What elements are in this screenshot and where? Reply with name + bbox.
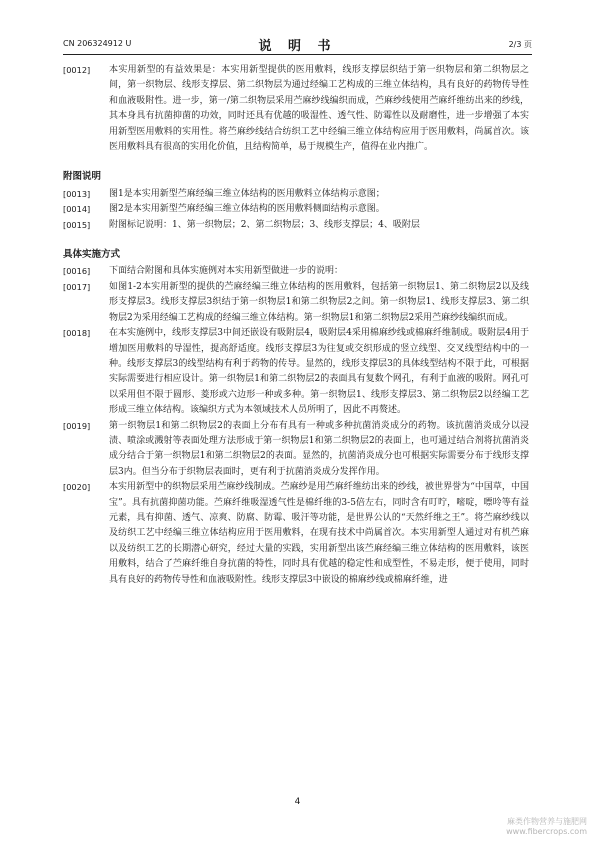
document-body bbox=[63, 63, 529, 588]
page-fraction: 2/3 页 bbox=[508, 40, 532, 49]
paragraph-number: [0013] bbox=[63, 188, 91, 199]
paragraph-text: 图2是本实用新型苎麻经编三维立体结构的医用敷料侧面结构示意图。 bbox=[109, 204, 385, 215]
paragraph-text: 在本实施例中，线形支撑层3中间还嵌设有吸附层4，吸附层4采用棉麻纱线或棉麻纤维制成。吸附层4用于增加医用敷料的导湿性，提高舒适度。线形支撑层3为往复或交织形成的竖立线型、交叉线型结构中的一种。线形支撑层3的线型结构有利于药物的传导。显然的，线形支撑层3的具体线型结构不限于此，可根据实际需要进行相应设计。第一织物层1和第二织物层2的表面具有复数个网孔，有利于血液的吸附。网孔可以采用但不限于圆形、菱形或六边形一种或多种。第一织物层1、线形支撑层3、第二织物层2以经编工艺形成三维立体结构。该编织方式为本领域技术人员所明了，因此不再赘述。 bbox=[109, 328, 529, 416]
paragraph-text: 本实用新型中的织物层采用苎麻纱线制成。苎麻纱是用苎麻纤维纺出来的纱线，被世界誉为“中国草，中国宝”。具有抗菌抑菌功能。苎麻纤维吸湿透气性是棉纤维的3-5倍左右，同时含有叮咛，嘧啶，嘌呤等有益元素，具有抑菌、透气、凉爽、防腐、防霉、吸汗等功能，是世界公认的“天然纤维之王”。将苎麻纱线以及纺织工艺中经编三维立体结构应用于医用敷料，在现有技术中尚属首次。本实用新型人通过对有机苎麻以及纺织工艺的长期潜心研究，经过大量的实践，实用新型出该苎麻经编三维立体结构的医用敷料，该医用敷料，结合了苎麻纤维自身抗菌的特性，同时具有优越的稳定性和成型性，不易走形，便于使用，同时具有良好的药物传导性和血液吸附性。线形支撑层3中嵌设的棉麻纱线或棉麻纤维，进 bbox=[109, 482, 529, 585]
section-heading-embodiments: 具体实施方式 bbox=[63, 249, 121, 261]
document-title: 说 明 书 bbox=[258, 39, 337, 54]
paragraph-number: [0019] bbox=[63, 420, 91, 431]
paragraph-number: [0016] bbox=[63, 266, 91, 277]
paragraph-text: 第一织物层1和第二织物层2的表面上分布有具有一种或多种抗菌消炎成分的药物。该抗菌消炎成分以浸渍、喷涂或溅射等表面处理方法形成于第一织物层1和第二织物层2的表面上，也可通过结合剂将抗菌消炎成分结合于第一织物层1和第二织物层2的表面。显然的，抗菌消炎成分也可根据实际需要分布于线形支撑层3内。但当分布于织物层表面时，更有利于抗菌消炎成分发挥作用。 bbox=[109, 420, 529, 477]
paragraph-0015 bbox=[63, 218, 529, 233]
paragraph-text: 如图1-2本实用新型的提供的苎麻经编三维立体结构的医用敷料，包括第一织物层1、第二织物层2以及线形支撑层3。线形支撑层3织结于第一织物层1和第二织物层2之间。第一织物层1、线形支撑层3、第二织物层2为采用经编工艺构成的经编三维立体结构。第一织物层1和第二织物层2采用苎麻纱线编织而成。 bbox=[109, 281, 529, 323]
paragraph-0013 bbox=[63, 187, 529, 202]
section-heading-figures: 附图说明 bbox=[63, 171, 102, 183]
paragraph-number: [0018] bbox=[63, 328, 91, 339]
publication-number: CN 206324912 U bbox=[63, 39, 132, 48]
watermark-name: 麻类作物营养与施肥网 bbox=[507, 817, 587, 826]
paragraph-number: [0014] bbox=[63, 204, 91, 215]
paragraph-0016 bbox=[63, 264, 529, 279]
paragraph-text: 下面结合附图和具体实施例对本实用新型做进一步的说明： bbox=[109, 266, 344, 277]
paragraph-0014 bbox=[63, 202, 529, 217]
paragraph-number: [0020] bbox=[63, 482, 91, 493]
paragraph-0019 bbox=[63, 419, 529, 481]
paragraph-text: 图1是本实用新型苎麻经编三维立体结构的医用敷料立体结构示意图； bbox=[109, 188, 385, 199]
page-number: 4 bbox=[294, 797, 301, 807]
paragraph-0020 bbox=[63, 480, 529, 588]
paragraph-text: 附图标记说明：1、第一织物层；2、第二织物层；3、线形支撑层；4、吸附层 bbox=[109, 219, 420, 230]
paragraph-number: [0017] bbox=[63, 281, 91, 292]
watermark-url: www.fibercrops.com bbox=[506, 827, 587, 836]
paragraph-0012 bbox=[63, 63, 529, 155]
site-watermark bbox=[506, 817, 587, 837]
page-header bbox=[63, 34, 532, 55]
paragraph-text: 本实用新型的有益效果是：本实用新型提供的医用敷料，线形支撑层织结于第一织物层和第二织物层之间，第一织物层、线形支撑层、第二织物层为通过经编工艺构成的三维立体结构，具有良好的药物传导性和血液吸附性。进一步，第一/第二织物层采用苎麻纱线编织而成，苎麻纱线使用苎麻纤维纺出来的纱线，其本身具有抗菌抑菌的功效，同时还具有优越的吸湿性、透气性、防霉性以及耐磨性，进一步增强了本实用新型医用敷料的实用性。将苎麻纱线结合纺织工艺中经编三维立体结构应用于医用敷料，尚属首次。该医用敷料具有很高的实用化价值，且结构简单，易于规模生产，值得在业内推广。 bbox=[109, 65, 529, 153]
paragraph-number: [0012] bbox=[63, 65, 91, 75]
paragraph-0018 bbox=[63, 326, 529, 418]
paragraph-number: [0015] bbox=[63, 219, 91, 230]
paragraph-0017 bbox=[63, 280, 529, 326]
